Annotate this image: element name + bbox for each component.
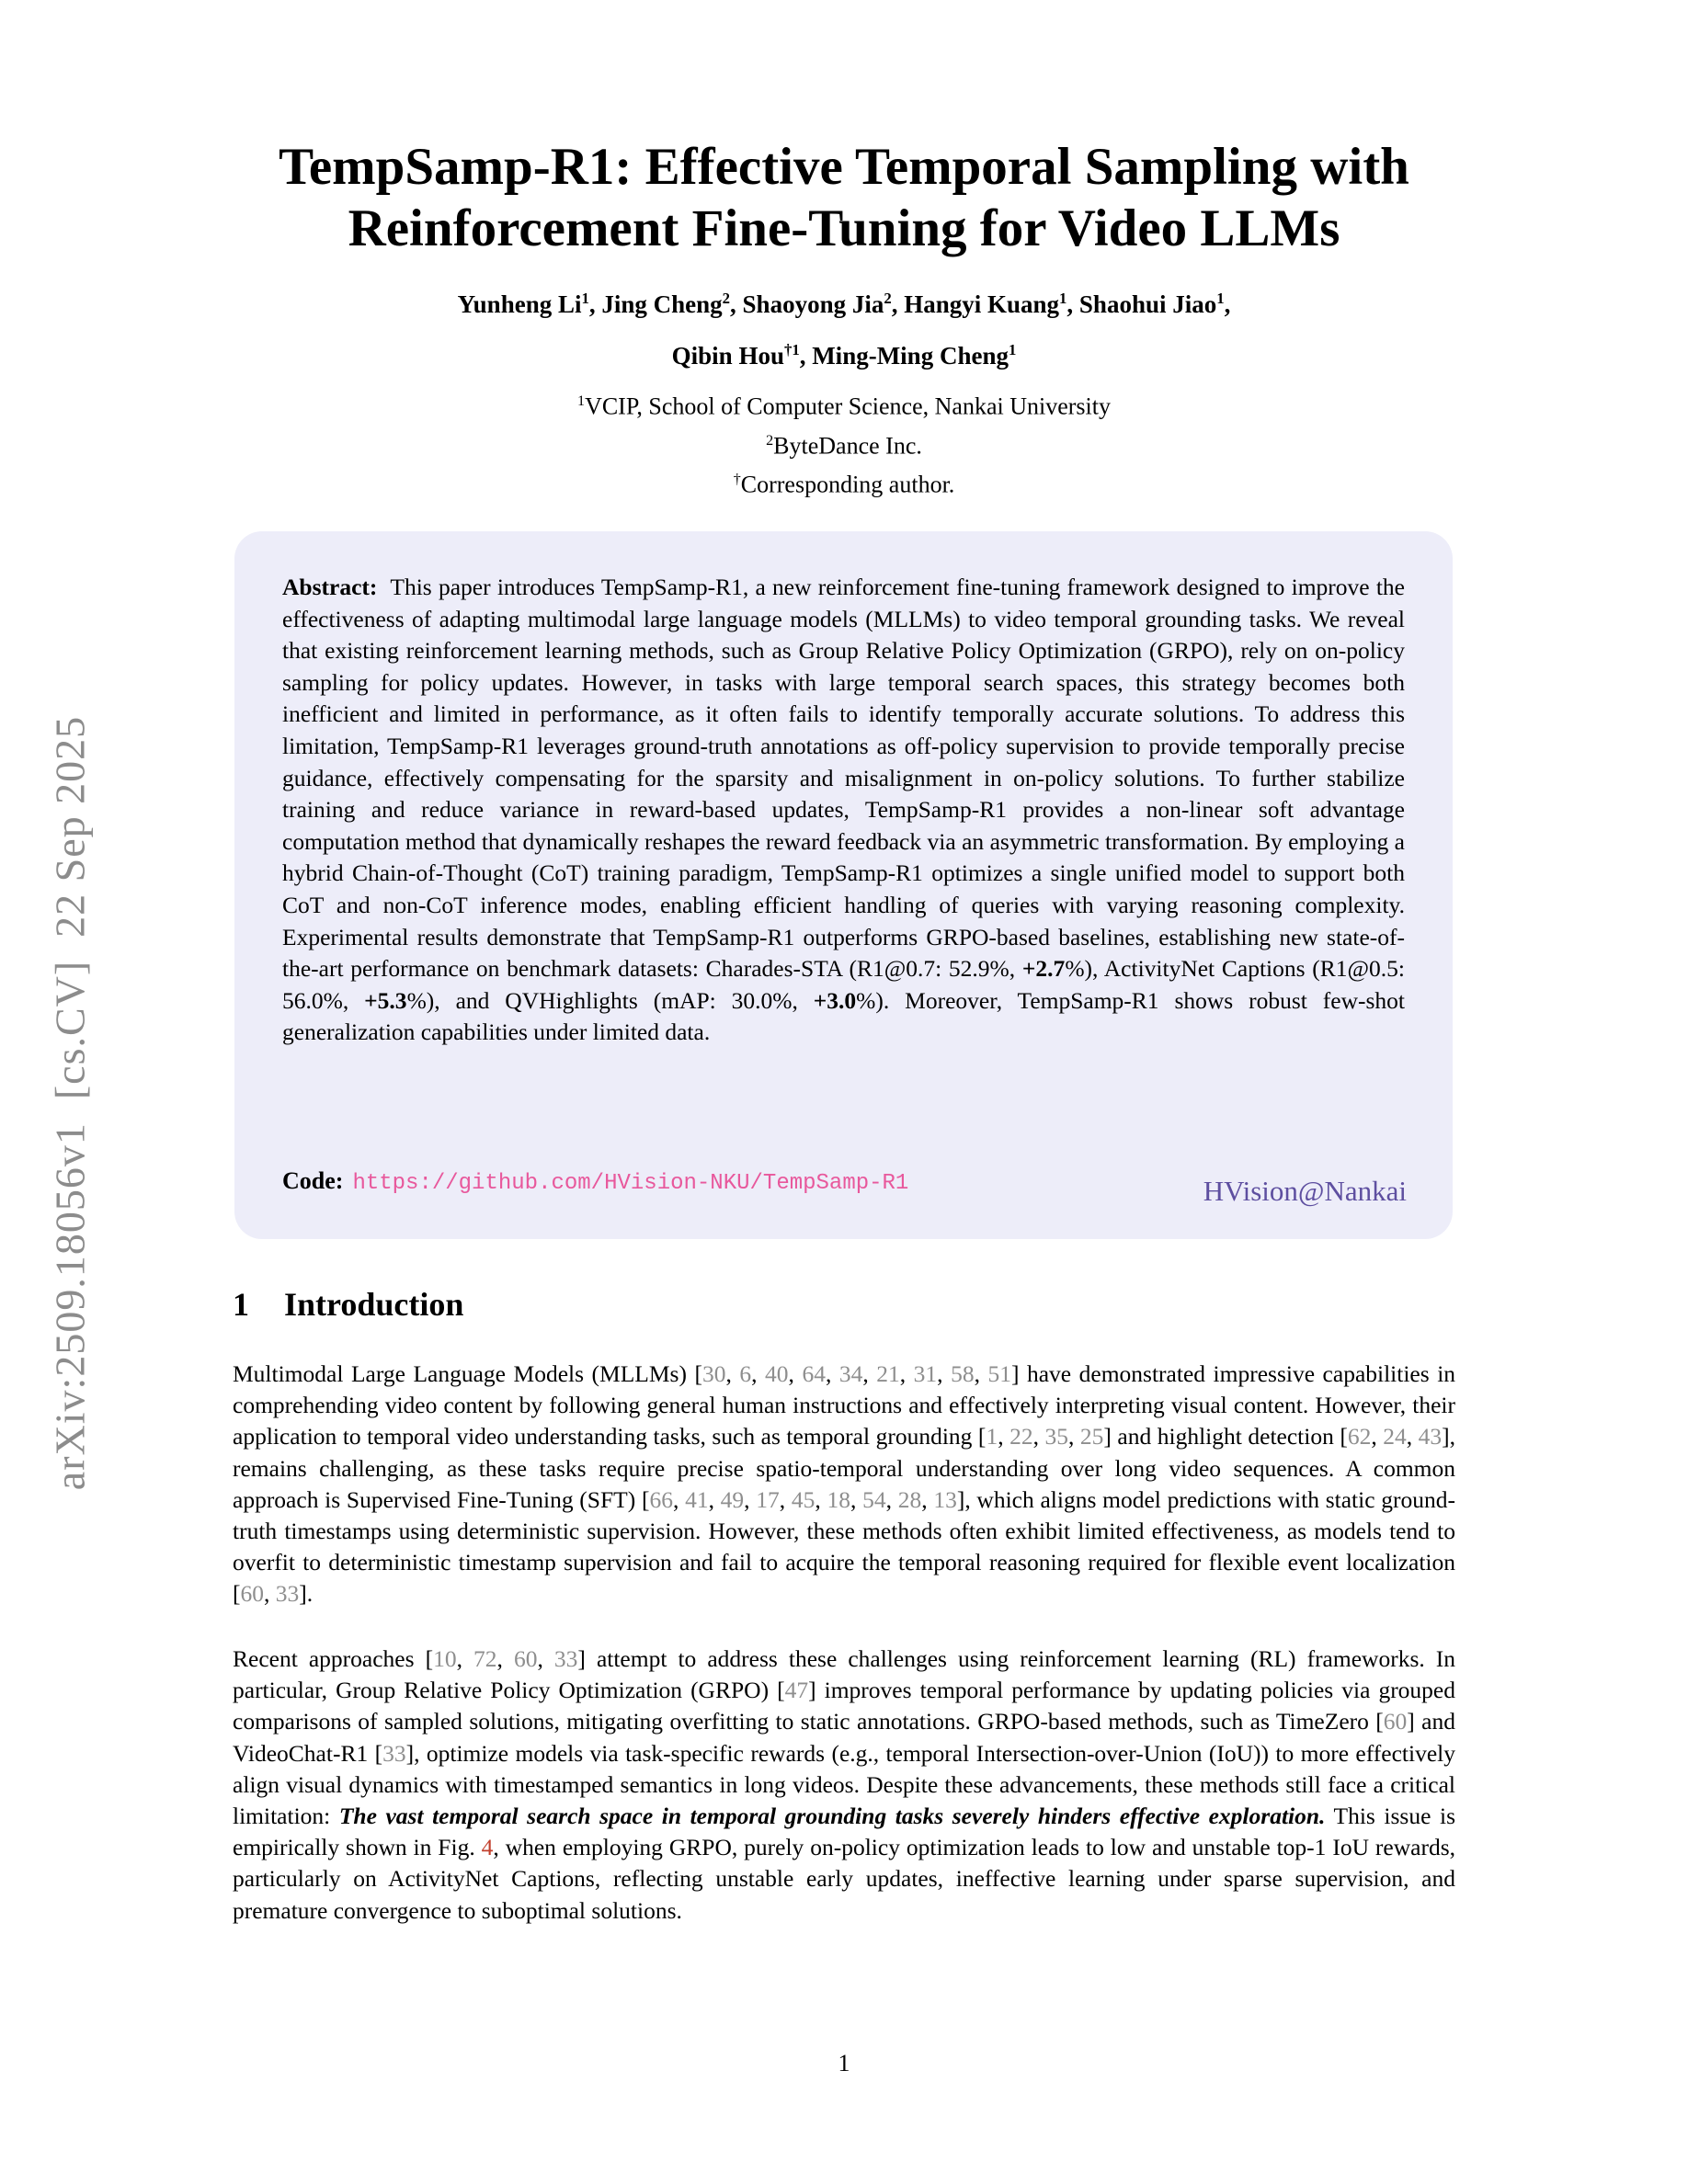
abstract-body: This paper introduces TempSamp-R1, a new reinforcement fine-tuning framework designed to improve the effectiveness of adapting multimodal large language models (MLLMs) to video temporal grounding tasks. We reveal that existing reinforcement learning methods, such as Group Relative Policy Optimization (GRPO), rely on on-policy sampling for policy updates. However, in tasks with large temporal search spaces, this strategy becomes both inefficient and limited in performance, as it often fails to identify temporally accurate solutions. To address this limitation, TempSamp-R1 leverages ground-truth annotations as off-policy supervision to provide temporally precise guidance, effectively compensating for the sparsity and misalignment in on-policy solutions. To further stabilize training and reduce variance in reward-based updates, TempSamp-R1 provides a non-linear soft advantage computation method that dynamically reshapes the reward feedback via an asymmetric transformation. By employing a hybrid Chain-of-Thought (CoT) training paradigm, TempSamp-R1 optimizes a single unified model to support both CoT and non-CoT inference modes, enabling efficient handling of queries with varying reasoning complexity. Experimental results demonstrate that TempSamp-R1 outperforms GRPO-based baselines, establishing new state-of-the-art performance on benchmark datasets: Charades-STA (R1@0.7: 52.9%, +2.7%), ActivityNet Captions (R1@0.5: 56.0%, +5.3%), and QVHighlights (mAP: 30.0%, +3.0%). Moreover, TempSamp-R1 shows robust few-shot generalization capabilities under limited data. — [282, 574, 1405, 1046]
author-superscript: †1 — [783, 341, 800, 358]
citation-link[interactable]: 18 — [827, 1485, 850, 1513]
emphasis-text: The vast temporal search space in temporal grounding tasks severely hinders effective exploration. — [338, 1803, 1326, 1830]
citation-link[interactable]: 66 — [649, 1485, 673, 1513]
citation-link[interactable]: 28 — [897, 1485, 922, 1513]
author-superscript: 1 — [1216, 290, 1225, 307]
author-line-2: Qibin Hou$^{\dagger 1}$, Ming-Ming Cheng$^1$ — [671, 341, 1017, 370]
author-list — [0, 276, 1688, 379]
author-superscript: 1 — [1059, 290, 1067, 307]
citation-link[interactable]: 62 — [1347, 1423, 1372, 1450]
citation-link[interactable]: 1 — [986, 1423, 998, 1450]
citation-link[interactable]: 33 — [275, 1580, 300, 1608]
citation-link[interactable]: 25 — [1079, 1423, 1104, 1450]
section-title: Introduction — [284, 1286, 464, 1323]
citation-link[interactable]: 60 — [513, 1645, 538, 1672]
author-line-1: Yunheng Li$^1$, Jing Cheng$^2$, Shaoyong Jia$^2$, Hangyi Kuang$^1$, Shaohui Jiao$^1$, — [457, 290, 1231, 318]
affiliation-1-marker: 1 — [577, 393, 586, 409]
affiliations — [0, 384, 1688, 502]
abstract-box — [234, 531, 1453, 1239]
code-line — [282, 1167, 908, 1196]
citation-link[interactable]: 33 — [553, 1645, 578, 1672]
page-number: 1 — [838, 2050, 850, 2076]
affiliation-1 — [0, 384, 1688, 424]
emphasis-text: +3.0 — [813, 986, 857, 1014]
citation-link[interactable]: 21 — [876, 1360, 900, 1387]
citation-link[interactable]: 33 — [382, 1739, 406, 1767]
affiliation-3 — [0, 462, 1688, 502]
intro-paragraph-2: Recent approaches [10, 72, 60, 33] attempt to address these challenges using reinforcement learning (RL) frameworks. In particular, Group Relative Policy Optimization (GRPO) [47] improves temporal performance by updating policies via grouped comparisons of sampled solutions, mitigating overfitting to static annotations. GRPO-based methods, such as TimeZero [60] and VideoChat-R1 [33], optimize models via task-specific rewards (e.g., temporal Intersection-over-Union (IoU)) to more effectively align visual dynamics with timestamped semantics in long videos. Despite these advancements, these methods still face a critical limitation: The vast temporal search space in temporal grounding tasks severely hinders effective exploration. This issue is empirically shown in Fig. 4, when employing GRPO, purely on-policy optimization leads to low and unstable top-1 IoU rewards, particularly on ActivityNet Captions, reflecting unstable early updates, ineffective learning under sparse supervision, and premature convergence to suboptimal solutions. — [233, 1645, 1456, 1924]
author-superscript: 2 — [722, 290, 731, 307]
affiliation-3-text: Corresponding author. — [740, 471, 955, 498]
affiliation-2-marker: 2 — [766, 432, 774, 449]
citation-link[interactable]: 22 — [1009, 1423, 1033, 1450]
abstract-text — [282, 572, 1405, 1049]
paper-title — [0, 136, 1688, 259]
citation-link[interactable]: 47 — [784, 1677, 809, 1704]
paper-title-line1: TempSamp-R1: Effective Temporal Sampling with — [279, 138, 1409, 196]
author-superscript: 2 — [884, 290, 892, 307]
affiliation-2-text: ByteDance Inc. — [773, 432, 922, 460]
citation-link[interactable]: 51 — [987, 1360, 1011, 1387]
arxiv-sidebar-watermark: arXiv:2509.18056v1 [cs.CV] 22 Sep 2025 — [46, 715, 94, 1491]
citation-link[interactable]: 13 — [933, 1485, 957, 1513]
citation-link[interactable]: 64 — [802, 1360, 826, 1387]
affiliation-3-marker: † — [733, 472, 741, 488]
section-number: 1 — [233, 1286, 249, 1323]
citation-link[interactable]: 43 — [1418, 1423, 1443, 1450]
intro-paragraph-1: Multimodal Large Language Models (MLLMs) [30, 6, 40, 64, 34, 21, 31, 58, 51] have demonstrated impressive capabilities in comprehending video content by following general human instructions and effectively interpreting visual content. However, their application to temporal video understanding tasks, such as temporal grounding [1, 22, 35, 25] and highlight detection [62, 24, 43], remains challenging, as these tasks require precise spatio-temporal understanding over long video sequences. A common approach is Supervised Fine-Tuning (SFT) [66, 41, 49, 17, 45, 18, 54, 28, 13], which aligns model predictions with static ground-truth timestamps using deterministic supervision. However, these methods often exhibit limited effectiveness, as models tend to overfit to deterministic timestamp supervision and fail to acquire the temporal reasoning required for flexible event localization [60, 33]. — [233, 1360, 1456, 1608]
citation-link[interactable]: 35 — [1044, 1423, 1068, 1450]
citation-link[interactable]: 17 — [756, 1485, 780, 1513]
author-superscript: 1 — [1008, 341, 1017, 358]
citation-link[interactable]: 60 — [240, 1580, 264, 1608]
citation-link[interactable]: 45 — [791, 1485, 815, 1513]
figure-reference-link[interactable]: 4 — [481, 1834, 494, 1861]
citation-link[interactable]: 40 — [765, 1360, 789, 1387]
citation-link[interactable]: 31 — [913, 1360, 938, 1387]
code-label: Code: — [282, 1167, 344, 1194]
citation-link[interactable]: 49 — [720, 1485, 745, 1513]
section-heading-introduction — [233, 1285, 463, 1324]
emphasis-text: +2.7 — [1021, 955, 1066, 983]
citation-link[interactable]: 60 — [1383, 1708, 1408, 1735]
code-repo-link[interactable]: https://github.com/HVision-NKU/TempSamp-R1 — [352, 1171, 909, 1196]
hvision-nankai-watermark: HVision@Nankai — [1203, 1175, 1407, 1207]
citation-link[interactable]: 72 — [473, 1645, 497, 1672]
author-superscript: 1 — [581, 290, 589, 307]
citation-link[interactable]: 10 — [433, 1645, 457, 1672]
affiliation-2 — [0, 424, 1688, 463]
emphasis-text: +5.3 — [364, 986, 407, 1014]
abstract-label: Abstract: — [282, 574, 378, 600]
citation-link[interactable]: 30 — [701, 1360, 726, 1387]
citation-link[interactable]: 24 — [1383, 1423, 1407, 1450]
citation-link[interactable]: 58 — [951, 1360, 975, 1387]
citation-link[interactable]: 41 — [685, 1485, 709, 1513]
citation-link[interactable]: 54 — [862, 1485, 886, 1513]
citation-link[interactable]: 6 — [739, 1360, 752, 1387]
paper-title-line2: Reinforcement Fine-Tuning for Video LLMs — [348, 199, 1340, 257]
citation-link[interactable]: 34 — [838, 1360, 863, 1387]
affiliation-1-text: VCIP, School of Computer Science, Nankai University — [585, 392, 1111, 420]
